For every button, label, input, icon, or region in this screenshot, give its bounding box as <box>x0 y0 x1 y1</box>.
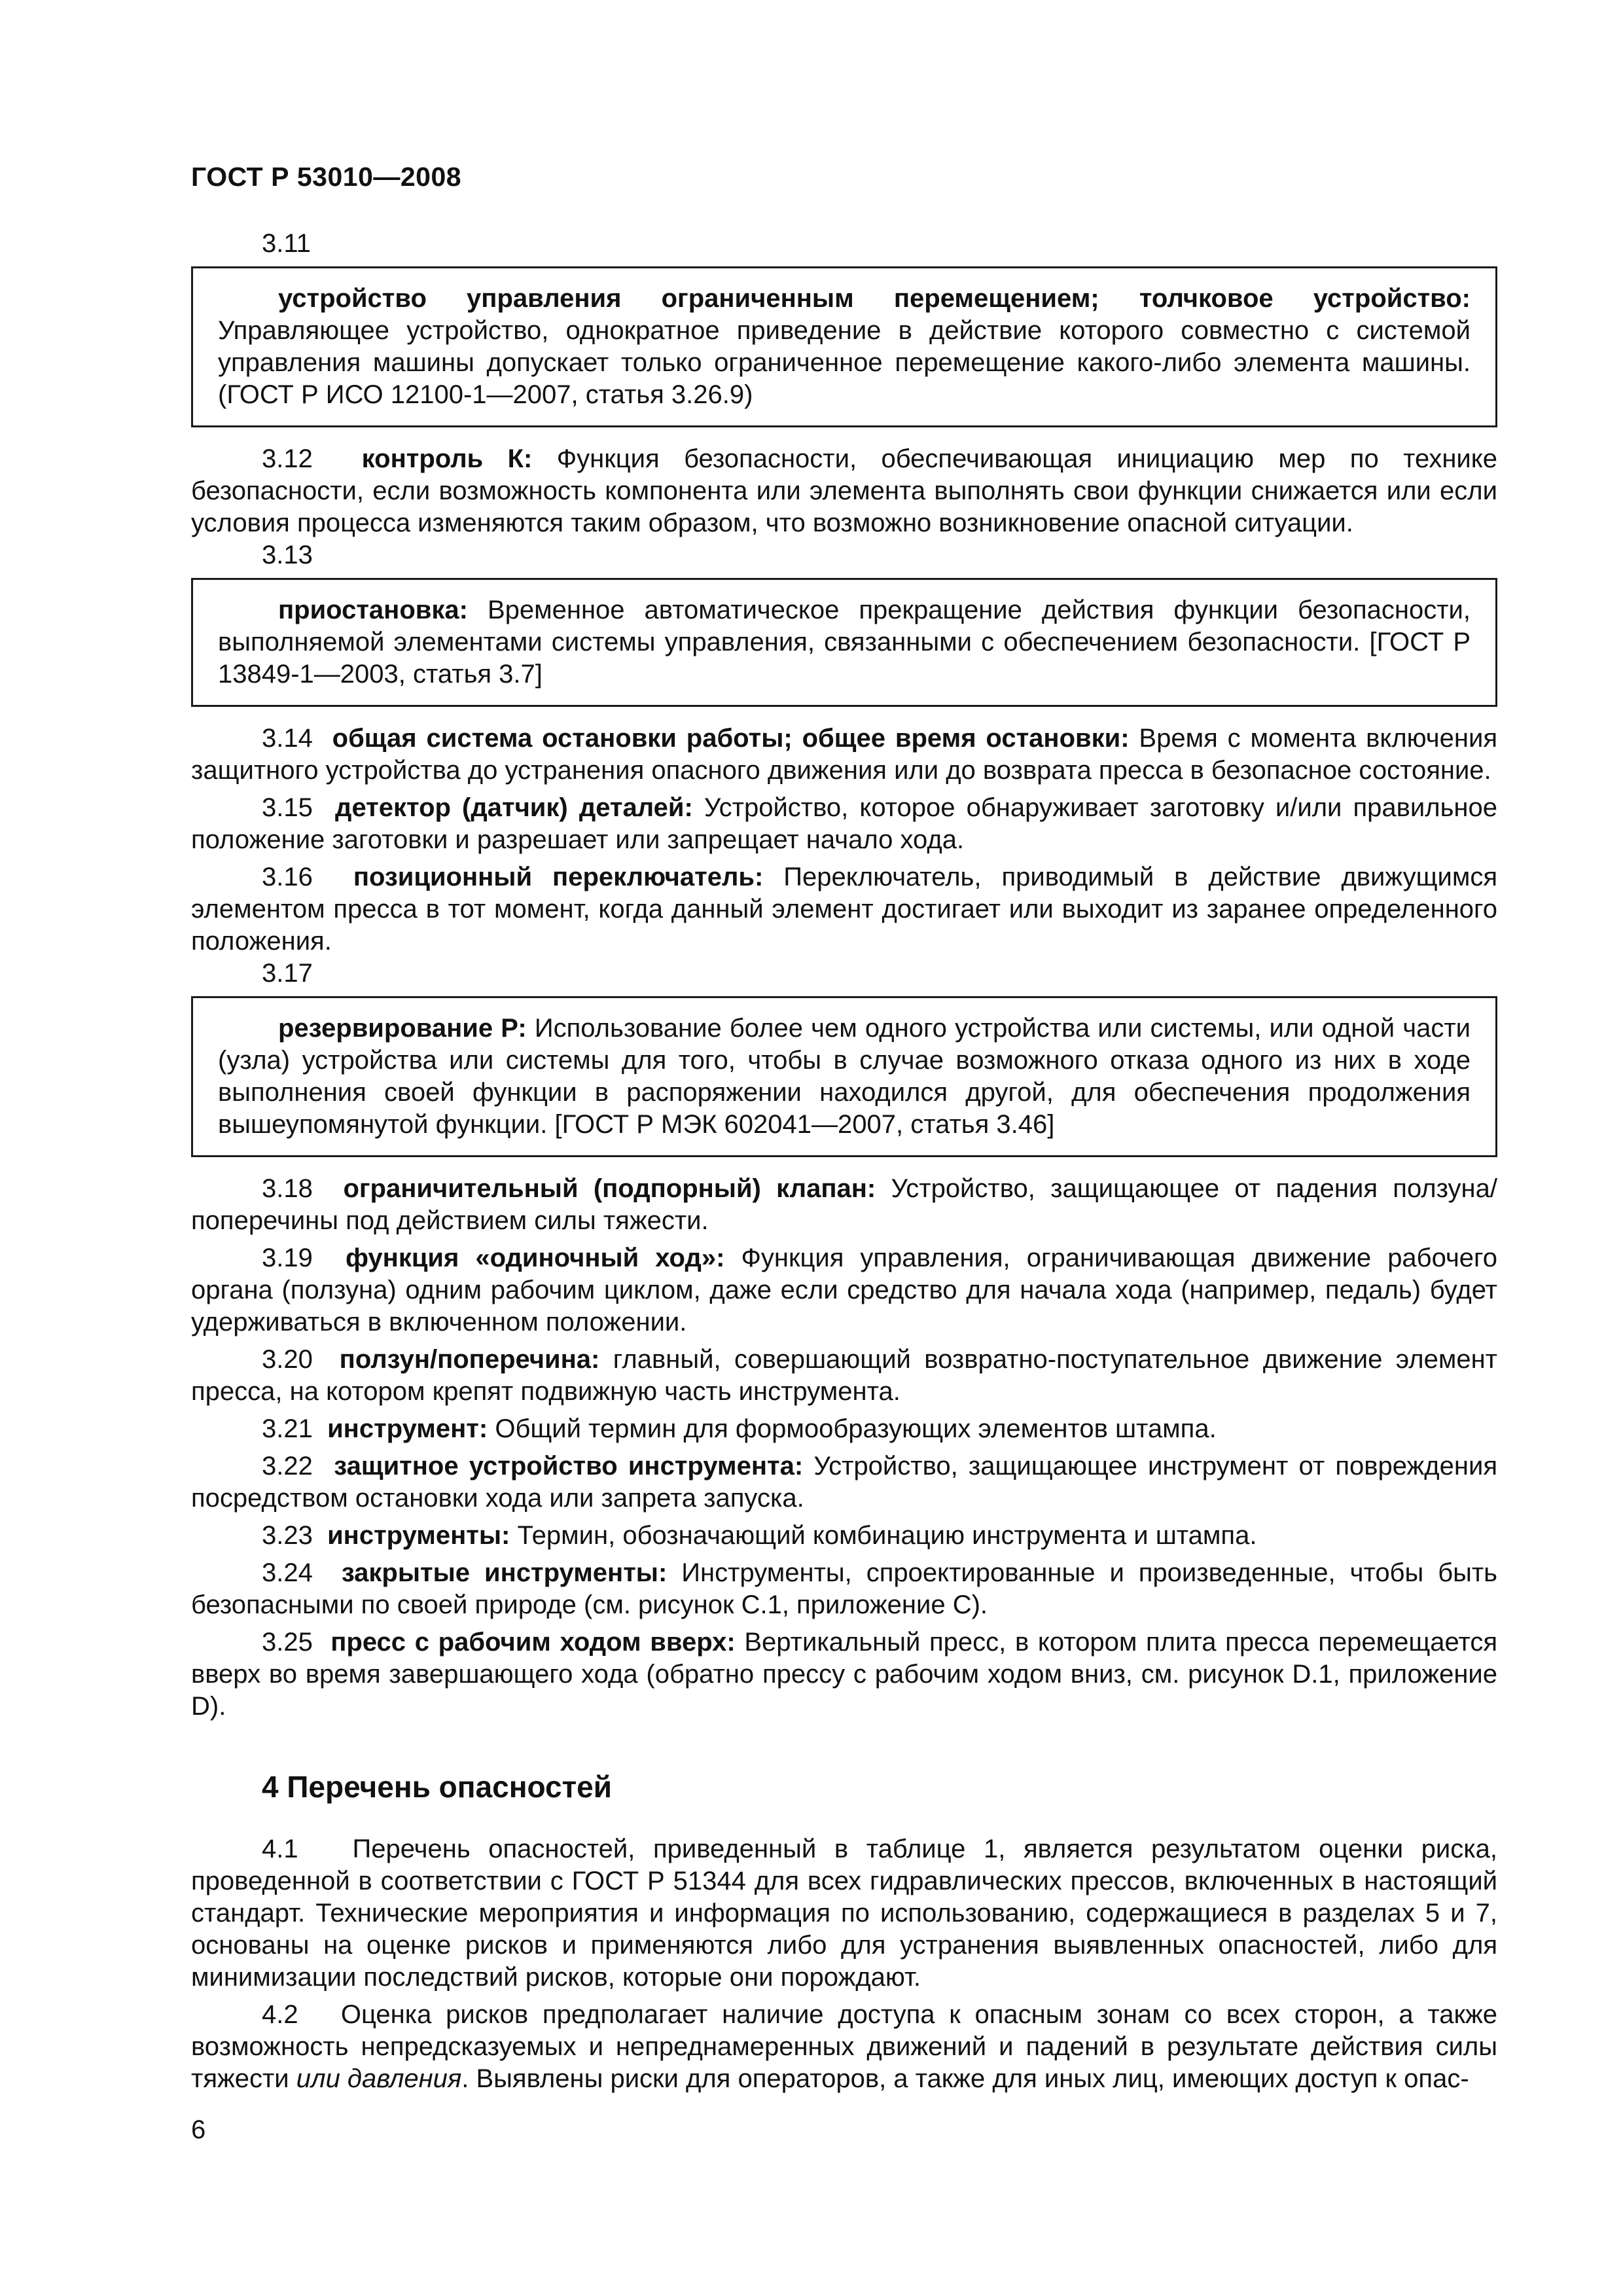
quoted-definition-box-3-17 <box>191 996 1497 1157</box>
definition-3-23 <box>191 1520 1497 1552</box>
clause-number-3-13: 3.13 <box>262 541 313 569</box>
clause-number-3-17: 3.17 <box>262 959 313 988</box>
quoted-definition-box-3-13 <box>191 578 1497 707</box>
definition-3-19 <box>191 1242 1497 1338</box>
clause-number-4-1: 4.1 <box>262 1835 298 1863</box>
paragraph-italic-4-2: или давления <box>296 2064 462 2093</box>
clause-number-3-22: 3.22 <box>262 1452 313 1480</box>
paragraph-text-4-2a: Оценка рисков предполагает наличие доступа к опасным зонам со всех сторон, а также возможность непредсказуемых и непреднамеренных движений и падений в результате действия силы тяжести <box>191 2000 1497 2093</box>
definition-3-14 <box>191 723 1497 787</box>
quoted-definition-box-3-11 <box>191 266 1497 427</box>
definition-3-12 <box>191 443 1497 539</box>
clause-number-3-21: 3.21 <box>262 1414 313 1443</box>
term-3-16: позиционный переключатель: <box>353 863 764 891</box>
definition-3-20 <box>191 1344 1497 1408</box>
definition-text-3-18: Устройство, защищающее от падения ползуна/поперечины под действием силы тяжести. <box>191 1174 1497 1235</box>
definition-text-3-17: Использование более чем одного устройства или системы, или одной части (узла) устройства или системы для того, чтобы в случае возможного отказа одного из них в ходе выполнения своей функции в распоряжении находился другой, для обеспечения продолжения вышеупомянутой функции. [ГОСТ Р МЭК 602041—2007, статья 3.46] <box>218 1014 1471 1139</box>
definition-3-16 <box>191 861 1497 958</box>
clause-number-3-25: 3.25 <box>262 1628 313 1657</box>
definition-text-3-11: Управляющее устройство, однократное приведение в действие которого совместно с системой управления машины допускает только ограниченное перемещение какого-либо элемента машины. (ГОСТ Р ИСО 12100-1—2007, статья 3.26.9) <box>218 316 1471 409</box>
term-3-11: устройство управления ограниченным перемещением; толчковое устройство: <box>278 284 1471 313</box>
term-3-24: закрытые инструменты: <box>341 1558 668 1587</box>
section-4-title: 4 Перечень опасностей <box>262 1770 612 1804</box>
definition-text-3-25: Вертикальный пресс, в котором плита пресса перемещается вверх во время завершающего хода (обратно прессу с рабочим ходом вниз, см. рисунок D.1, приложение D). <box>191 1628 1497 1721</box>
clause-number-3-11: 3.11 <box>262 229 311 258</box>
definition-text-3-16: Переключатель, приводимый в действие движущимся элементом пресса в тот момент, когда данный элемент достигает или выходит из заранее определенного положения. <box>191 863 1498 956</box>
term-3-23: инструменты: <box>327 1521 510 1550</box>
definition-3-17 <box>218 1013 1471 1141</box>
term-3-18: ограничительный (подпорный) клапан: <box>343 1174 876 1203</box>
definition-text-3-13: Временное автоматическое прекращение действия функции безопасности, выполняемой элементами системы управления, связанными с обеспечением безопасности. [ГОСТ Р 13849-1—2003, статья 3.7] <box>218 596 1471 689</box>
clause-number-3-12: 3.12 <box>262 444 313 473</box>
definition-text-3-19: Функция управления, ограничивающая движение рабочего органа (ползуна) одним рабочим циклом, даже если средство для начала хода (например, педаль) будет удерживаться в включенном положении. <box>191 1244 1498 1336</box>
clause-number-3-23: 3.23 <box>262 1521 313 1550</box>
paragraph-text-4-2b: . Выявлены риски для операторов, а также для иных лиц, имеющих доступ к опас- <box>461 2064 1469 2093</box>
term-3-12: контроль К: <box>361 444 533 473</box>
document-header: ГОСТ Р 53010—2008 <box>191 162 462 192</box>
definition-text-3-20: главный, совершающий возвратно-поступательное движение элемент пресса, на котором крепят подвижную часть инструмента. <box>191 1345 1497 1406</box>
definition-text-3-22: Устройство, защищающее инструмент от повреждения посредством остановки хода или запрета запуска. <box>191 1452 1497 1513</box>
term-3-21: инструмент: <box>327 1414 488 1443</box>
definition-3-15 <box>191 792 1497 856</box>
definition-text-3-24: Инструменты, спроектированные и произведенные, чтобы быть безопасными по своей природе (см. рисунок С.1, приложение С). <box>191 1558 1498 1619</box>
definition-text-3-21: Общий термин для формообразующих элементов штампа. <box>488 1414 1217 1443</box>
definition-3-13 <box>218 594 1471 691</box>
clause-number-4-2: 4.2 <box>262 2000 298 2029</box>
term-3-15: детектор (датчик) деталей: <box>335 793 693 822</box>
term-3-17: резервирование Р: <box>278 1014 527 1043</box>
document-body <box>191 228 1497 2095</box>
term-3-22: защитное устройство инструмента: <box>334 1452 804 1480</box>
term-3-19: функция «одиночный ход»: <box>345 1244 725 1272</box>
definition-text-3-14: Время с момента включения защитного устройства до устранения опасного движения или до возврата пресса в безопасное состояние. <box>191 724 1497 785</box>
clause-number-3-18: 3.18 <box>262 1174 313 1203</box>
definition-text-3-23: Термин, обозначающий комбинацию инструмента и штампа. <box>510 1521 1257 1550</box>
clause-number-3-24: 3.24 <box>262 1558 313 1587</box>
definition-3-21 <box>191 1413 1497 1445</box>
definition-3-22 <box>191 1450 1497 1515</box>
term-3-13: приостановка: <box>278 596 468 624</box>
clause-number-3-15: 3.15 <box>262 793 313 822</box>
paragraph-4-2 <box>191 1999 1497 2095</box>
clause-number-3-14: 3.14 <box>262 724 313 753</box>
clause-number-3-16: 3.16 <box>262 863 313 891</box>
definition-3-18 <box>191 1173 1497 1237</box>
clause-number-3-19: 3.19 <box>262 1244 313 1272</box>
clause-number-3-20: 3.20 <box>262 1345 313 1374</box>
definition-3-11 <box>218 283 1471 411</box>
definition-text-3-12: Функция безопасности, обеспечивающая инициацию мер по технике безопасности, если возможность компонента или элемента выполнять свои функции снижается или если условия процесса изменяются таким образом, что возможно возникновение опасной ситуации. <box>191 444 1497 537</box>
definition-3-25 <box>191 1626 1497 1723</box>
definition-text-3-15: Устройство, которое обнаруживает заготовку и/или правильное положение заготовки и разрешает или запрещает начало хода. <box>191 793 1497 854</box>
page-number: 6 <box>191 2115 206 2144</box>
term-3-20: ползун/поперечина: <box>339 1345 600 1374</box>
definition-3-24 <box>191 1557 1497 1621</box>
paragraph-text-4-1: Перечень опасностей, приведенный в таблице 1, является результатом оценки риска, проведенной в соответствии с ГОСТ Р 51344 для всех гидравлических прессов, включенных в настоящий стандарт. Технические мероприятия и информация по использованию, содержащиеся в разделах 5 и 7, основаны на оценке рисков и применяются либо для устранения выявленных опасностей, либо для минимизации последствий рисков, которые они порождают. <box>191 1835 1497 1992</box>
term-3-14: общая система остановки работы; общее время остановки: <box>332 724 1130 753</box>
paragraph-4-1 <box>191 1833 1497 1994</box>
term-3-25: пресс с рабочим ходом вверх: <box>330 1628 736 1657</box>
